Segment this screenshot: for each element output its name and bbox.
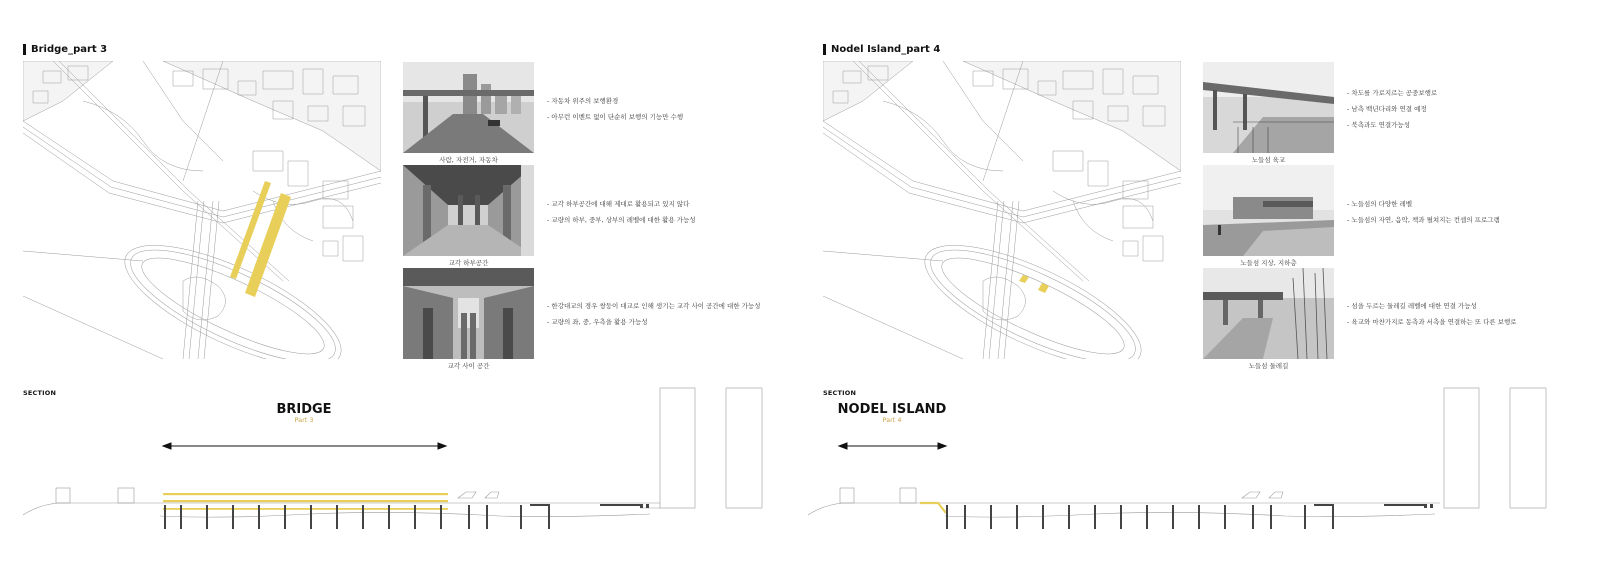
bullet-list: [547, 298, 760, 330]
photo-caption: 사람, 자전거, 자동차: [439, 156, 498, 164]
bullet-item: - 육교와 마찬가지로 동측과 서측을 연결하는 또 다른 보행로: [1347, 318, 1517, 326]
bullet-item: - 교각 하부공간에 대해 제대로 활용되고 있지 않다: [547, 200, 690, 208]
photo-caption: 노들섬 둘레길: [1248, 362, 1289, 370]
photo-caption: 교각 하부공간: [448, 259, 489, 267]
bullet-list: [547, 196, 696, 228]
bullet-item: - 남측 백년다리와 연결 예정: [1347, 105, 1427, 113]
bullet-item: - 노들섬의 자연, 음악, 책과 펼쳐지는 컨셉의 프로그램: [1347, 216, 1500, 224]
bullet-item: - 차도를 가로지르는 공중보행로: [1347, 89, 1438, 97]
bullet-item: - 아무런 이벤트 없이 단순히 보행의 기능만 수행: [547, 113, 684, 121]
panel-title: Nodel Island_part 4: [823, 44, 940, 55]
bullet-item: - 교량의 하부, 중부, 상부의 레벨에 대한 활용 가능성: [547, 216, 696, 224]
bullet-item: - 섬을 두르는 둘레길 레벨에 대한 연결 가능성: [1347, 302, 1477, 310]
section-subtitle: Part 4: [882, 416, 902, 424]
bullet-item: - 자동차 위주의 보행환경: [547, 97, 619, 105]
panel-nodel-island: [800, 0, 1600, 566]
section-label: SECTION: [823, 389, 857, 397]
bullet-item: - 북측과도 연결가능성: [1347, 121, 1410, 129]
bullet-item: - 노들섬의 다양한 레벨: [1347, 200, 1413, 208]
section-label: SECTION: [23, 389, 57, 397]
bullet-list: [1347, 85, 1437, 133]
section-subtitle: Part 3: [294, 416, 314, 424]
bullet-list: [547, 93, 683, 125]
plan-map: [823, 61, 1181, 359]
photo-island-path: [1203, 268, 1334, 359]
section-drawing: [800, 380, 1600, 566]
photo-between-piers: [403, 268, 534, 359]
photo-overpass: [1203, 62, 1334, 153]
photo-island-levels: [1203, 165, 1334, 256]
section-drawing: [0, 380, 800, 566]
bullet-item: - 교량의 좌, 중, 우측을 활용 가능성: [547, 318, 648, 326]
bullet-list: [1347, 196, 1500, 228]
panel-title: Bridge_part 3: [23, 44, 107, 55]
section-title: BRIDGE: [276, 402, 332, 417]
photo-street: [403, 62, 534, 153]
photo-caption: 교각 사이 공간: [447, 362, 490, 370]
plan-map: [23, 61, 381, 359]
bullet-item: - 한강대교의 경우 쌍둥이 대교로 인해 생기는 교각 사이 공간에 대한 가능성: [547, 302, 761, 310]
photo-caption: 노들섬 지상, 지하층: [1240, 259, 1297, 267]
section-title: NODEL ISLAND: [837, 402, 947, 417]
photo-under-bridge: [403, 165, 534, 256]
bullet-list: [1347, 298, 1517, 330]
photo-caption: 노들섬 육교: [1251, 156, 1286, 164]
